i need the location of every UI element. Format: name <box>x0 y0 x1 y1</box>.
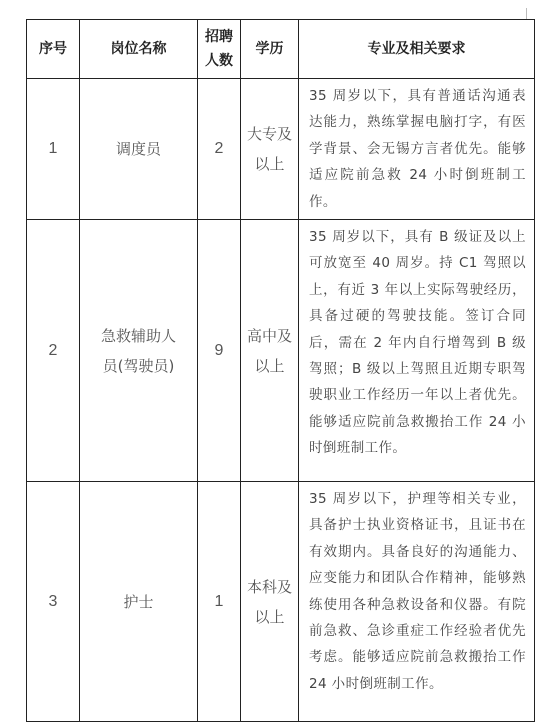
row-education <box>241 220 299 482</box>
row-education-line-1: 本科及 <box>246 577 292 596</box>
row-education-line-2: 以上 <box>254 607 285 626</box>
header-education: 学历 <box>241 20 299 79</box>
header-count-line-2: 人数 <box>205 53 233 69</box>
recruitment-table <box>26 19 535 722</box>
row-position-line-2: 员(驾驶员) <box>102 356 175 375</box>
header-position: 岗位名称 <box>80 20 198 79</box>
header-seq: 序号 <box>27 20 80 79</box>
row-requirements: 35 周岁以下，护理等相关专业，具备护士执业资格证书，且证书在有效期内。具备良好的沟通能力、应变能力和团队合作精神，能够熟练使用各种急救设备和仪器。有院前急救、急诊重症工作经验者优先考虑。能够适应院前急救搬抬工作 24 小时倒班制工作。 <box>299 482 535 722</box>
table-row <box>27 79 535 220</box>
row-education-line-2: 以上 <box>254 155 285 174</box>
header-row <box>27 20 535 79</box>
row-position-line: 护士 <box>123 592 154 611</box>
row-position-line: 调度员 <box>115 140 161 159</box>
row-count: 2 <box>198 79 241 220</box>
row-seq: 3 <box>27 482 80 722</box>
row-education <box>241 79 299 220</box>
row-education-line-2: 以上 <box>254 356 285 375</box>
row-education-line-1: 大专及 <box>246 125 292 144</box>
header-count-line-1: 招聘 <box>205 29 233 45</box>
row-education-line-1: 高中及 <box>246 326 292 345</box>
row-requirements: 35 周岁以下，具有普通话沟通表达能力，熟练掌握电脑打字，有医学背景、会无锡方言者优先。能够适应院前急救 24 小时倒班制工作。 <box>299 79 535 220</box>
table-row <box>27 220 535 482</box>
row-count: 9 <box>198 220 241 482</box>
row-education <box>241 482 299 722</box>
row-count: 1 <box>198 482 241 722</box>
row-position <box>80 79 198 220</box>
row-position <box>80 220 198 482</box>
table-row <box>27 482 535 722</box>
header-count <box>198 20 241 79</box>
row-position-line-1: 急救辅助人 <box>100 326 176 345</box>
row-requirements: 35 周岁以下，具有 B 级证及以上可放宽至 40 周岁。持 C1 驾照以上，有近 3 年以上实际驾驶经历，具备过硬的驾驶技能。签订合同后，需在 2 年内自行增驾到 B 级驾照；B 级以上驾照且近期专职驾驶职业工作经历一年以上者优先。能够适应院前急救搬抬工作 24 小时倒班制工作。 <box>299 220 535 482</box>
row-position <box>80 482 198 722</box>
row-seq: 1 <box>27 79 80 220</box>
header-requirements: 专业及相关要求 <box>299 20 535 79</box>
row-seq: 2 <box>27 220 80 482</box>
